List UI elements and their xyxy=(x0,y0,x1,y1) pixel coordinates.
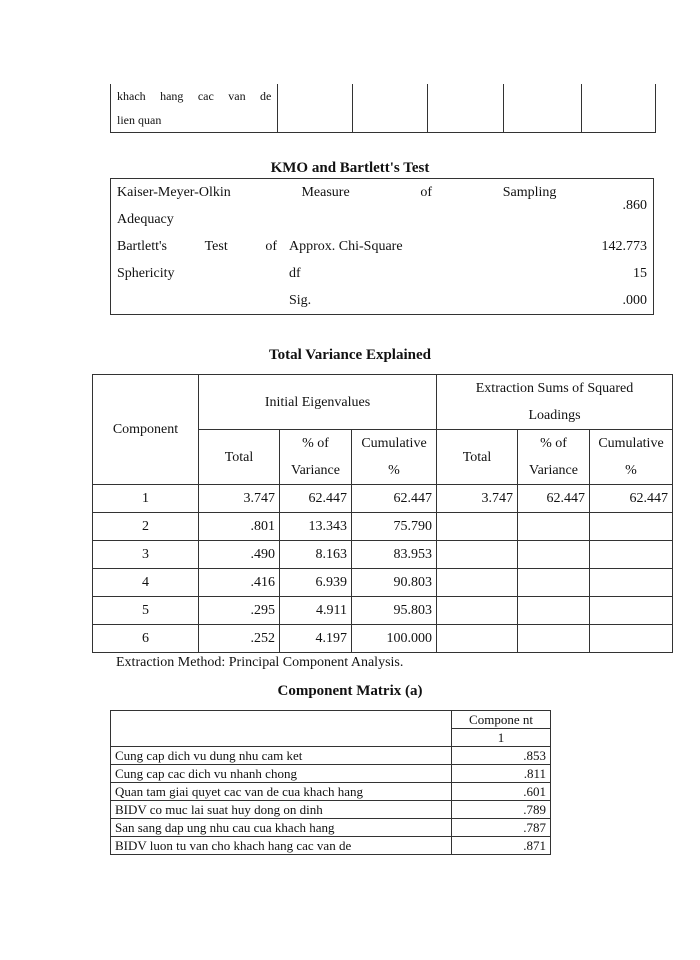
cell-ex-cum xyxy=(590,513,673,541)
table-row xyxy=(93,569,673,597)
header-line: Variance xyxy=(291,463,340,478)
cell-component: 4 xyxy=(93,569,199,597)
table-row xyxy=(111,801,551,819)
partial-row-label xyxy=(111,84,278,133)
extraction-sums-header xyxy=(437,375,673,430)
word: hang xyxy=(160,89,184,103)
table-row xyxy=(111,747,551,765)
cell-cum: 90.803 xyxy=(352,569,437,597)
chi-square-label: Approx. Chi-Square xyxy=(289,238,403,254)
word: van xyxy=(228,89,246,103)
cell-ex-total xyxy=(437,541,518,569)
table-row xyxy=(111,783,551,801)
word: Kaiser-Meyer-Olkin xyxy=(117,184,231,200)
component-number-header: 1 xyxy=(452,729,551,747)
item-loading: .789 xyxy=(452,801,551,819)
cell-component: 2 xyxy=(93,513,199,541)
partial-row-line2: lien quan xyxy=(117,113,162,127)
empty-cell xyxy=(428,84,504,133)
item-loading: .811 xyxy=(452,765,551,783)
kmo-value: .860 xyxy=(622,198,647,213)
empty-cell xyxy=(278,84,352,133)
chi-square-value: 142.773 xyxy=(601,238,647,254)
extraction-header-line2: Loadings xyxy=(528,408,581,423)
pct-variance-header xyxy=(280,430,352,485)
cell-cum: 83.953 xyxy=(352,541,437,569)
cell-component: 3 xyxy=(93,541,199,569)
header-line: % xyxy=(625,463,637,478)
ex-cumulative-header xyxy=(590,430,673,485)
cell-total: .490 xyxy=(199,541,280,569)
empty-cell xyxy=(504,84,581,133)
extraction-header-line1: Extraction Sums of Squared xyxy=(475,381,634,396)
word: cac xyxy=(197,89,214,103)
table-row xyxy=(111,260,654,287)
word: de xyxy=(260,89,272,103)
cell-cum: 62.447 xyxy=(352,485,437,513)
item-label: Cung cap cac dich vu nhanh chong xyxy=(111,765,452,783)
cumulative-header xyxy=(352,430,437,485)
word: of xyxy=(265,238,277,254)
bartlett-label-line1 xyxy=(111,233,284,260)
extraction-method-note: Extraction Method: Principal Component Analysis. xyxy=(116,655,404,670)
kmo-label-line1 xyxy=(111,179,563,207)
table-row xyxy=(93,513,673,541)
table-row xyxy=(111,233,654,260)
cell-total: .801 xyxy=(199,513,280,541)
word: Sampling xyxy=(502,184,557,200)
cell-ex-cum xyxy=(590,569,673,597)
variance-title: Total Variance Explained xyxy=(269,347,431,363)
table-header-row xyxy=(93,375,673,430)
table-row xyxy=(111,84,656,133)
header-line: % xyxy=(388,463,400,478)
header-line: Cumulative xyxy=(598,436,664,451)
top-partial-table xyxy=(110,84,656,133)
table-row xyxy=(111,819,551,837)
item-label: BIDV luon tu van cho khach hang cac van de xyxy=(111,837,452,855)
header-line: % of xyxy=(540,436,567,451)
word: khach xyxy=(117,89,146,103)
item-label: San sang dap ung nhu cau cua khach hang xyxy=(111,819,452,837)
header-line: Cumulative xyxy=(361,436,427,451)
cell-component: 6 xyxy=(93,625,199,653)
initial-eigenvalues-header: Initial Eigenvalues xyxy=(199,375,437,430)
cell-total: .295 xyxy=(199,597,280,625)
cell-ex-total xyxy=(437,569,518,597)
item-loading: .871 xyxy=(452,837,551,855)
empty-cell xyxy=(111,287,284,315)
table-row xyxy=(93,485,673,513)
cell-pct: 4.911 xyxy=(280,597,352,625)
cell-component: 5 xyxy=(93,597,199,625)
header-line: % of xyxy=(302,436,329,451)
table-row xyxy=(111,765,551,783)
cell-ex-total: 3.747 xyxy=(437,485,518,513)
cell-ex-total xyxy=(437,625,518,653)
table-row xyxy=(111,287,654,315)
cell-cum: 100.000 xyxy=(352,625,437,653)
df-label: df xyxy=(289,265,301,281)
cell-ex-total xyxy=(437,513,518,541)
bartlett-label-line2: Sphericity xyxy=(117,265,175,281)
table-row xyxy=(111,179,654,207)
df-value: 15 xyxy=(633,265,647,281)
sig-value: .000 xyxy=(622,292,647,308)
item-loading: .787 xyxy=(452,819,551,837)
cell-total: .416 xyxy=(199,569,280,597)
cell-pct: 4.197 xyxy=(280,625,352,653)
cell-pct: 62.447 xyxy=(280,485,352,513)
cell-ex-cum: 62.447 xyxy=(590,485,673,513)
header-line: Variance xyxy=(529,463,578,478)
ex-pct-variance-header xyxy=(518,430,590,485)
word: of xyxy=(420,184,433,200)
kmo-table xyxy=(110,178,654,315)
cell-ex-cum xyxy=(590,625,673,653)
kmo-title: KMO and Bartlett's Test xyxy=(270,160,430,176)
word: Measure xyxy=(301,184,350,200)
table-row xyxy=(93,625,673,653)
empty-cell xyxy=(581,84,655,133)
cell-pct: 8.163 xyxy=(280,541,352,569)
component-matrix-title: Component Matrix (a) xyxy=(277,683,423,699)
component-header: Compone nt xyxy=(452,711,551,729)
cell-ex-pct: 62.447 xyxy=(518,485,590,513)
kmo-label-line2: Adequacy xyxy=(117,211,174,227)
ex-total-header: Total xyxy=(437,430,518,485)
cell-pct: 13.343 xyxy=(280,513,352,541)
cell-component: 1 xyxy=(93,485,199,513)
component-matrix-table xyxy=(110,710,551,855)
cell-ex-pct xyxy=(518,625,590,653)
component-header: Component xyxy=(93,375,199,485)
cell-ex-total xyxy=(437,597,518,625)
item-label: Cung cap dich vu dung nhu cam ket xyxy=(111,747,452,765)
cell-ex-pct xyxy=(518,597,590,625)
empty-cell xyxy=(352,84,427,133)
cell-cum: 75.790 xyxy=(352,513,437,541)
item-loading: .601 xyxy=(452,783,551,801)
cell-ex-pct xyxy=(518,569,590,597)
variance-table xyxy=(92,374,673,653)
word: Test xyxy=(204,238,228,254)
table-header-row xyxy=(111,711,551,729)
table-row xyxy=(93,597,673,625)
cell-ex-pct xyxy=(518,513,590,541)
cell-ex-cum xyxy=(590,541,673,569)
sig-label: Sig. xyxy=(289,292,312,308)
cell-ex-pct xyxy=(518,541,590,569)
table-row xyxy=(111,837,551,855)
partial-row-line1 xyxy=(117,84,271,108)
cell-ex-cum xyxy=(590,597,673,625)
item-loading: .853 xyxy=(452,747,551,765)
total-header: Total xyxy=(199,430,280,485)
table-row xyxy=(93,541,673,569)
item-label: BIDV co muc lai suat huy dong on dinh xyxy=(111,801,452,819)
cell-cum: 95.803 xyxy=(352,597,437,625)
empty-header-cell xyxy=(111,711,452,747)
cell-total: .252 xyxy=(199,625,280,653)
cell-pct: 6.939 xyxy=(280,569,352,597)
item-label: Quan tam giai quyet cac van de cua khach hang xyxy=(111,783,452,801)
cell-total: 3.747 xyxy=(199,485,280,513)
word: Bartlett's xyxy=(117,238,167,254)
